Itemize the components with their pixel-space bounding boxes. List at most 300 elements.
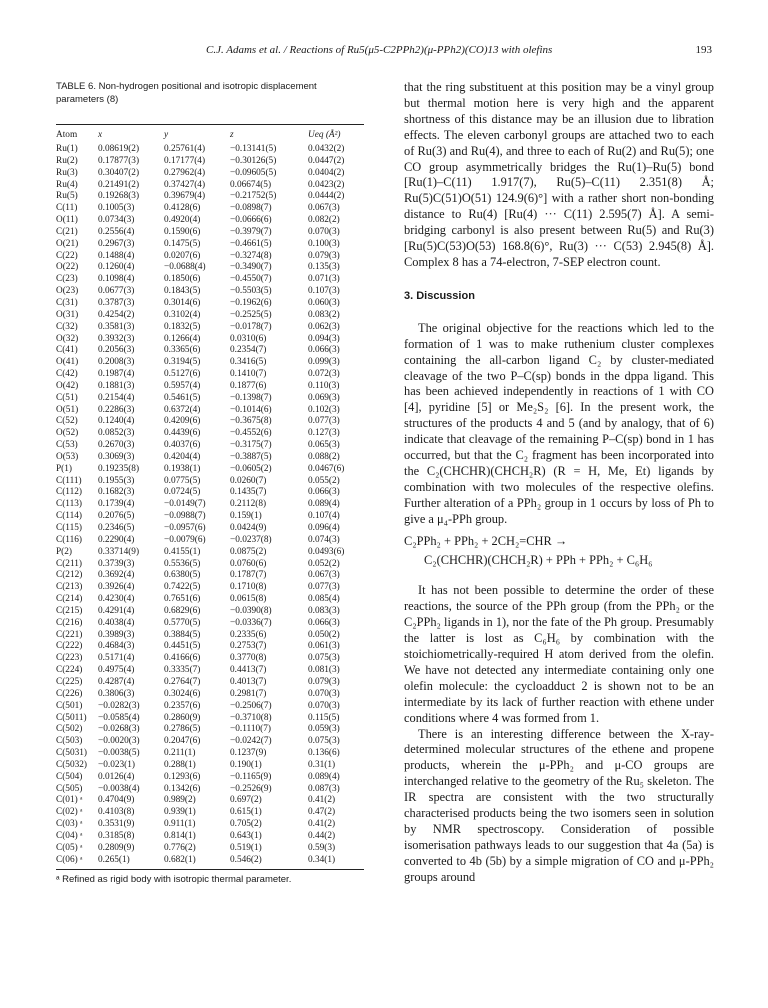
cell-ueq: 0.070(3)	[308, 700, 340, 711]
table-bottom-rule	[56, 869, 364, 870]
cell-z: −0.2526(9)	[230, 783, 272, 794]
paragraph: There is an interesting difference between the X-ray-determined molecular structures of the ethene and propene products, wherein the μ-PPh₂ and μ-CO groups are interchanged relative to the geometry of the Ru₅ skeleton. The IR spectra are consistent with the two structurally characterised products being the two isomers seen in solution by NMR spectroscopy. Consideration of possible isomerisation pathways leads to our suggestion that 4a (5a) is converted to 4b (5b) by a simple migration of CO and μ-PPh₂ groups around	[404, 726, 714, 884]
table-row	[56, 535, 364, 547]
table-row	[56, 180, 364, 192]
cell-y: 0.939(1)	[164, 807, 196, 818]
table-row	[56, 428, 364, 440]
cell-z: 0.1237(9)	[230, 748, 267, 759]
table-footnote: ᵃ Refined as rigid body with isotropic thermal parameter.	[56, 874, 292, 886]
cell-ueq: 0.077(3)	[308, 416, 340, 427]
cell-z: 0.615(1)	[230, 807, 262, 818]
table-row	[56, 262, 364, 274]
table-row	[56, 523, 364, 535]
table-header-row	[56, 125, 364, 144]
cell-x: 0.08619(2)	[98, 144, 140, 154]
table-row	[56, 547, 364, 559]
cell-atom: C(221)	[56, 629, 83, 640]
cell-y: 0.776(2)	[164, 842, 196, 853]
table-row	[56, 345, 364, 357]
cell-ueq: 0.094(3)	[308, 333, 340, 344]
cell-z: −0.0666(6)	[230, 215, 272, 226]
cell-x: 0.2286(3)	[98, 404, 135, 415]
cell-ueq: 0.31(1)	[308, 759, 336, 770]
cell-z: 0.1877(6)	[230, 380, 267, 391]
table-row	[56, 251, 364, 263]
cell-x: 0.3531(9)	[98, 819, 135, 830]
cell-atom: C(211)	[56, 558, 82, 569]
cell-z: 0.0615(8)	[230, 594, 267, 605]
cell-atom: C(11)	[56, 203, 78, 214]
cell-x: 0.4254(2)	[98, 309, 135, 320]
cell-z: −0.2506(7)	[230, 700, 272, 711]
paragraph: It has not been possible to determine the order of these reactions, the source of the PPh group (from the PPh₂ or the C₂PPh₂ ligands in 1), nor the fate of the Ph group. Presumably the latter is lost as C₆H₆ by combination with the stoichiometrically-required H atom derived from the olefin. We have not detected any intermediate containing only one olefin molecule: the cycloadduct 2 is shown not to be an intermediate by its lack of further reaction with ethene under conditions where 4 was formed from 1.	[404, 583, 714, 725]
cell-y: 0.2860(9)	[164, 712, 201, 723]
cell-atom: C(112)	[56, 487, 82, 498]
table-row	[56, 807, 364, 819]
table-row	[56, 630, 364, 642]
cell-atom: C(05) ᵃ	[56, 842, 83, 853]
cell-x: 0.4230(4)	[98, 594, 135, 605]
cell-ueq: 0.079(3)	[308, 676, 340, 687]
table-row	[56, 227, 364, 239]
table-row	[56, 724, 364, 736]
cell-x: 0.3989(3)	[98, 629, 135, 640]
cell-ueq: 0.067(3)	[308, 203, 340, 214]
cell-y: 0.5536(5)	[164, 558, 201, 569]
cell-z: −0.3887(5)	[230, 451, 272, 462]
cell-atom: C(216)	[56, 617, 83, 628]
cell-atom: C(212)	[56, 570, 83, 581]
cell-z: −0.4550(7)	[230, 274, 272, 285]
cell-z: 0.3770(8)	[230, 653, 267, 664]
cell-z: 0.2981(7)	[230, 688, 267, 699]
cell-atom: C(53)	[56, 440, 78, 451]
cell-x: 0.1682(3)	[98, 487, 135, 498]
cell-x: 0.30407(2)	[98, 167, 140, 178]
cell-ueq: 0.071(3)	[308, 274, 340, 285]
cell-y: 0.4209(6)	[164, 416, 201, 427]
table-row	[56, 594, 364, 606]
table-row	[56, 748, 364, 760]
cell-ueq: 0.096(4)	[308, 523, 340, 533]
cell-ueq: 0.100(3)	[308, 238, 340, 249]
cell-ueq: 0.088(2)	[308, 451, 340, 462]
cell-ueq: 0.107(4)	[308, 511, 340, 522]
cell-atom: C(225)	[56, 676, 83, 687]
cell-y: 0.1475(5)	[164, 238, 201, 249]
table-row	[56, 582, 364, 594]
cell-atom: C(51)	[56, 392, 78, 403]
cell-z: 0.190(1)	[230, 759, 262, 770]
col-header-atom: Atom	[56, 130, 78, 140]
cell-atom: C(503)	[56, 736, 83, 747]
cell-z: 0.159(1)	[230, 511, 262, 522]
cell-x: 0.4038(4)	[98, 617, 135, 628]
cell-ueq: 0.070(3)	[308, 226, 340, 237]
cell-x: 0.4287(4)	[98, 676, 135, 687]
table-row	[56, 369, 364, 381]
table-row	[56, 215, 364, 227]
running-header	[56, 44, 712, 60]
cell-atom: C(42)	[56, 369, 78, 380]
cell-z: 0.1787(7)	[230, 570, 267, 581]
cell-ueq: 0.066(3)	[308, 345, 340, 356]
cell-y: 0.1293(6)	[164, 771, 201, 782]
cell-z: −0.1110(7)	[230, 724, 271, 735]
cell-x: 0.3185(8)	[98, 830, 135, 841]
cell-atom: C(226)	[56, 688, 83, 699]
cell-ueq: 0.44(2)	[308, 830, 336, 841]
cell-ueq: 0.062(3)	[308, 321, 340, 332]
table-row	[56, 274, 364, 286]
cell-x: 0.0852(3)	[98, 428, 135, 439]
cell-x: 0.2290(4)	[98, 534, 135, 545]
cell-y: 0.17177(4)	[164, 155, 206, 166]
cell-y: 0.3194(5)	[164, 357, 201, 368]
cell-ueq: 0.069(3)	[308, 392, 340, 403]
cell-y: 0.288(1)	[164, 759, 196, 770]
table-row	[56, 677, 364, 689]
cell-ueq: 0.089(4)	[308, 771, 340, 782]
cell-y: 0.6372(4)	[164, 404, 201, 415]
page-number: 193	[695, 44, 712, 56]
cell-atom: C(213)	[56, 582, 83, 593]
cell-ueq: 0.107(3)	[308, 286, 340, 297]
cell-ueq: 0.074(3)	[308, 534, 340, 545]
cell-y: 0.989(2)	[164, 795, 196, 806]
table-row	[56, 381, 364, 393]
table-row	[56, 322, 364, 334]
cell-x: −0.0020(3)	[98, 736, 140, 747]
cell-x: 0.2556(4)	[98, 226, 135, 237]
table-column	[56, 80, 364, 885]
table-row	[56, 487, 364, 499]
table-row	[56, 334, 364, 346]
equation-line: C₂PPh₂ + PPh₂ + 2CH₂=CHR →	[404, 533, 568, 548]
cell-z: 0.2335(6)	[230, 629, 267, 640]
paragraph: The original objective for the reactions which led to the formation of 1 was to make ruthenium cluster complexes containing the all-carbon ligand C₂ by cluster-mediated cleavage of the two P–C(sp) bonds in the dppa ligand. This has been achieved independently in reactions of 1 with CO [4], pyridine [5] or Me₂S₂ [6]. In the present work, the structures of the products 4 and 5 (and by analogy, that of 6) indicate that cleavage of the remaining P–C(sp) bond in 1 has occurred, but that the C₂ fragment has been incorporated into the C₂(CHCHR)(CHCH₂R) (R = H, Me, Et) ligands by combination with two molecules of the respective olefins. Further alteration of a PPh₂ group in 1 occurs by loss of Ph to give a μ₄-PPh group.	[404, 320, 714, 526]
cell-y: 0.3884(5)	[164, 629, 201, 640]
cell-atom: C(23)	[56, 274, 78, 285]
cell-atom: C(222)	[56, 641, 83, 652]
cell-ueq: 0.066(3)	[308, 487, 340, 498]
cell-ueq: 0.055(2)	[308, 475, 340, 486]
table-body	[56, 144, 364, 866]
cell-x: 0.19235(8)	[98, 463, 140, 474]
cell-z: −0.0390(8)	[230, 605, 272, 616]
cell-y: −0.0988(7)	[164, 511, 206, 522]
table-row	[56, 701, 364, 713]
cell-atom: C(115)	[56, 523, 82, 533]
table-row	[56, 416, 364, 428]
table-row	[56, 310, 364, 322]
col-header-z: z	[230, 130, 234, 140]
cell-atom: O(11)	[56, 215, 78, 226]
cell-atom: O(41)	[56, 357, 79, 368]
table-row	[56, 464, 364, 476]
cell-x: 0.4975(4)	[98, 665, 135, 676]
cell-y: 0.2047(6)	[164, 736, 201, 747]
cell-ueq: 0.0447(2)	[308, 155, 345, 166]
cell-y: 0.2786(5)	[164, 724, 201, 735]
table-row	[56, 665, 364, 677]
cell-x: −0.0585(4)	[98, 712, 140, 723]
table-row	[56, 191, 364, 203]
cell-x: −0.0268(3)	[98, 724, 140, 735]
cell-x: −0.023(1)	[98, 759, 136, 770]
cell-atom: C(01) ᵃ	[56, 795, 83, 806]
table-row	[56, 795, 364, 807]
cell-x: 0.3926(4)	[98, 582, 135, 593]
cell-z: 0.0310(6)	[230, 333, 267, 344]
body-text-column	[404, 80, 714, 886]
cell-y: −0.0957(6)	[164, 523, 206, 533]
cell-ueq: 0.0404(2)	[308, 167, 345, 178]
cell-ueq: 0.102(3)	[308, 404, 340, 415]
cell-z: −0.21752(5)	[230, 191, 277, 202]
cell-x: 0.1098(4)	[98, 274, 135, 285]
cell-x: 0.3692(4)	[98, 570, 135, 581]
cell-ueq: 0.136(6)	[308, 748, 340, 759]
cell-x: 0.1881(3)	[98, 380, 135, 391]
table-row	[56, 393, 364, 405]
table-row	[56, 156, 364, 168]
cell-x: 0.4704(9)	[98, 795, 135, 806]
cell-y: 0.211(1)	[164, 748, 196, 759]
cell-y: 0.37427(4)	[164, 179, 206, 190]
cell-z: −0.0242(7)	[230, 736, 272, 747]
cell-ueq: 0.41(2)	[308, 795, 336, 806]
col-header-y: y	[164, 130, 169, 140]
cell-y: 0.39679(4)	[164, 191, 206, 202]
cell-x: 0.1739(4)	[98, 499, 135, 510]
cell-atom: C(111)	[56, 475, 82, 486]
cell-ueq: 0.079(3)	[308, 250, 340, 261]
cell-y: 0.1938(1)	[164, 463, 201, 474]
table-row	[56, 606, 364, 618]
cell-z: −0.2525(5)	[230, 309, 272, 320]
cell-ueq: 0.0423(2)	[308, 179, 345, 190]
cell-z: −0.13141(5)	[230, 144, 277, 154]
cell-z: −0.1962(6)	[230, 297, 272, 308]
cell-ueq: 0.075(3)	[308, 736, 340, 747]
cell-x: 0.3069(3)	[98, 451, 135, 462]
cell-z: 0.1410(7)	[230, 369, 267, 380]
cell-ueq: 0.47(2)	[308, 807, 336, 818]
cell-atom: C(504)	[56, 771, 83, 782]
cell-z: −0.30126(5)	[230, 155, 277, 166]
cell-y: 0.1832(5)	[164, 321, 201, 332]
cell-atom: C(31)	[56, 297, 78, 308]
cell-x: 0.1260(4)	[98, 262, 135, 273]
cell-y: 0.2357(6)	[164, 700, 201, 711]
cell-atom: C(32)	[56, 321, 78, 332]
table-row	[56, 476, 364, 488]
cell-z: 0.3416(5)	[230, 357, 267, 368]
cell-z: −0.0898(7)	[230, 203, 272, 214]
cell-z: −0.1165(9)	[230, 771, 272, 782]
cell-x: 0.5171(4)	[98, 653, 135, 664]
cell-z: 0.2753(7)	[230, 641, 267, 652]
cell-x: 0.1005(3)	[98, 203, 135, 214]
cell-z: −0.09605(5)	[230, 167, 277, 178]
cell-y: −0.0149(7)	[164, 499, 206, 510]
cell-y: 0.3102(4)	[164, 309, 201, 320]
cell-z: −0.4661(5)	[230, 238, 272, 249]
cell-x: 0.4103(8)	[98, 807, 135, 818]
cell-z: −0.3675(8)	[230, 416, 272, 427]
cell-z: 0.4413(7)	[230, 665, 267, 676]
cell-atom: C(5031)	[56, 748, 87, 759]
table-row	[56, 559, 364, 571]
cell-z: −0.3274(8)	[230, 250, 272, 261]
cell-atom: O(32)	[56, 333, 79, 344]
cell-y: 0.0207(6)	[164, 250, 201, 261]
table-row	[56, 831, 364, 843]
cell-x: 0.2967(3)	[98, 238, 135, 249]
table-row	[56, 772, 364, 784]
col-header-ueq: Ueq (Å²)	[308, 130, 341, 140]
table-row	[56, 452, 364, 464]
cell-atom: C(116)	[56, 534, 82, 545]
cell-y: 0.5770(5)	[164, 617, 201, 628]
table-row	[56, 641, 364, 653]
cell-x: 0.3932(3)	[98, 333, 135, 344]
cell-ueq: 0.050(2)	[308, 629, 340, 640]
cell-ueq: 0.083(3)	[308, 605, 340, 616]
cell-z: −0.5503(5)	[230, 286, 272, 297]
cell-ueq: 0.075(3)	[308, 653, 340, 664]
cell-ueq: 0.135(3)	[308, 262, 340, 273]
cell-ueq: 0.077(3)	[308, 582, 340, 593]
cell-ueq: 0.087(3)	[308, 783, 340, 794]
cell-y: 0.1843(5)	[164, 286, 201, 297]
paragraph: that the ring substituent at this position may be a vinyl group but thermal motion here is very high and the apparent shortness of this distance may be an illusion due to libration effects. The eleven carbonyl groups are attached two to each of Ru(3) and Ru(4), and three to each of Ru(2) and Ru(5); one CO group asymmetrically bridges the Ru(1)–Ru(5) bond [Ru(1)–C(11) 1.917(7), Ru(5)–C(11) 2.351(8) Å; Ru(5)C(51)O(51) 124.9(6)°] with a rather short non-bonding distance to Ru(4) [Ru(4) ··· C(11) 2.595(7) Å]. A semi-bridging carbonyl is also present between Ru(5) and Ru(3) [Ru(5)C(53)O(53) 168.8(6)°, Ru(3) ··· C(53) 2.945(8) Å]. Complex 8 has a 74-electron, 7-SEP electron count.	[404, 80, 714, 269]
cell-x: 0.2154(4)	[98, 392, 135, 403]
cell-ueq: 0.110(3)	[308, 380, 340, 391]
cell-x: 0.3787(3)	[98, 297, 135, 308]
cell-z: 0.2354(7)	[230, 345, 267, 356]
cell-x: 0.33714(9)	[98, 546, 140, 557]
table-row	[56, 286, 364, 298]
cell-y: 0.1266(4)	[164, 333, 201, 344]
cell-x: 0.2809(9)	[98, 842, 135, 853]
cell-y: 0.7422(5)	[164, 582, 201, 593]
cell-z: −0.0336(7)	[230, 617, 272, 628]
table-row	[56, 855, 364, 867]
cell-ueq: 0.060(3)	[308, 297, 340, 308]
cell-atom: Ru(5)	[56, 191, 78, 202]
cell-atom: C(22)	[56, 250, 78, 261]
cell-x: 0.1987(4)	[98, 369, 135, 380]
cell-z: 0.0260(7)	[230, 475, 267, 486]
table-row	[56, 168, 364, 180]
section-heading: 3. Discussion	[404, 289, 475, 302]
cell-ueq: 0.052(2)	[308, 558, 340, 569]
cell-atom: C(5011)	[56, 712, 87, 723]
cell-y: 0.5127(6)	[164, 369, 201, 380]
table-row	[56, 784, 364, 796]
cell-atom: P(1)	[56, 463, 73, 474]
cell-ueq: 0.065(3)	[308, 440, 340, 451]
cell-ueq: 0.083(2)	[308, 309, 340, 320]
cell-ueq: 0.099(3)	[308, 357, 340, 368]
coordinates-table	[56, 125, 364, 866]
cell-atom: O(51)	[56, 404, 79, 415]
cell-z: −0.0237(8)	[230, 534, 272, 545]
cell-atom: C(04) ᵃ	[56, 830, 83, 841]
table-row	[56, 843, 364, 855]
cell-ueq: 0.081(3)	[308, 665, 340, 676]
cell-x: 0.19268(3)	[98, 191, 140, 202]
cell-ueq: 0.127(3)	[308, 428, 340, 439]
cell-x: 0.2670(3)	[98, 440, 135, 451]
cell-y: 0.3024(6)	[164, 688, 201, 699]
cell-x: −0.0038(4)	[98, 783, 140, 794]
cell-ueq: 0.0493(6)	[308, 546, 345, 557]
cell-y: 0.1850(6)	[164, 274, 201, 285]
cell-x: 0.1240(4)	[98, 416, 135, 427]
cell-atom: C(114)	[56, 511, 82, 522]
cell-x: 0.3581(3)	[98, 321, 135, 332]
cell-atom: O(52)	[56, 428, 79, 439]
cell-ueq: 0.0444(2)	[308, 191, 345, 202]
cell-ueq: 0.072(3)	[308, 369, 340, 380]
cell-ueq: 0.089(4)	[308, 499, 340, 510]
cell-atom: O(42)	[56, 380, 79, 391]
cell-x: 0.1955(3)	[98, 475, 135, 486]
cell-ueq: 0.066(3)	[308, 617, 340, 628]
cell-ueq: 0.0432(2)	[308, 144, 345, 154]
cell-x: 0.4291(4)	[98, 605, 135, 616]
cell-z: 0.1710(8)	[230, 582, 267, 593]
cell-ueq: 0.34(1)	[308, 854, 336, 865]
cell-ueq: 0.059(3)	[308, 724, 340, 735]
cell-atom: C(223)	[56, 653, 83, 664]
cell-ueq: 0.061(3)	[308, 641, 340, 652]
table-row	[56, 713, 364, 725]
cell-atom: O(31)	[56, 309, 79, 320]
cell-x: 0.4684(3)	[98, 641, 135, 652]
cell-y: 0.25761(4)	[164, 144, 206, 154]
cell-ueq: 0.067(3)	[308, 570, 340, 581]
col-header-x: x	[98, 130, 103, 140]
cell-atom: Ru(2)	[56, 155, 78, 166]
cell-z: 0.1435(7)	[230, 487, 267, 498]
cell-z: −0.1398(7)	[230, 392, 272, 403]
cell-y: 0.3014(6)	[164, 297, 201, 308]
cell-x: 0.2008(3)	[98, 357, 135, 368]
equation-line: C₂(CHCHR)(CHCH₂R) + PPh + PPh₂ + C₆H₆	[424, 553, 653, 568]
cell-x: −0.0038(5)	[98, 748, 140, 759]
table-row	[56, 440, 364, 452]
table-row	[56, 760, 364, 772]
cell-atom: C(502)	[56, 724, 83, 735]
cell-x: 0.265(1)	[98, 854, 130, 865]
cell-y: 0.1590(6)	[164, 226, 201, 237]
cell-x: 0.21491(2)	[98, 179, 140, 190]
cell-y: 0.6829(6)	[164, 605, 201, 616]
table-row	[56, 618, 364, 630]
cell-y: 0.4439(6)	[164, 428, 201, 439]
table-row	[56, 689, 364, 701]
cell-x: 0.3739(3)	[98, 558, 135, 569]
cell-atom: C(113)	[56, 499, 82, 510]
cell-x: 0.3806(3)	[98, 688, 135, 699]
cell-z: −0.3490(7)	[230, 262, 272, 273]
cell-y: 0.3335(7)	[164, 665, 201, 676]
table-row	[56, 499, 364, 511]
